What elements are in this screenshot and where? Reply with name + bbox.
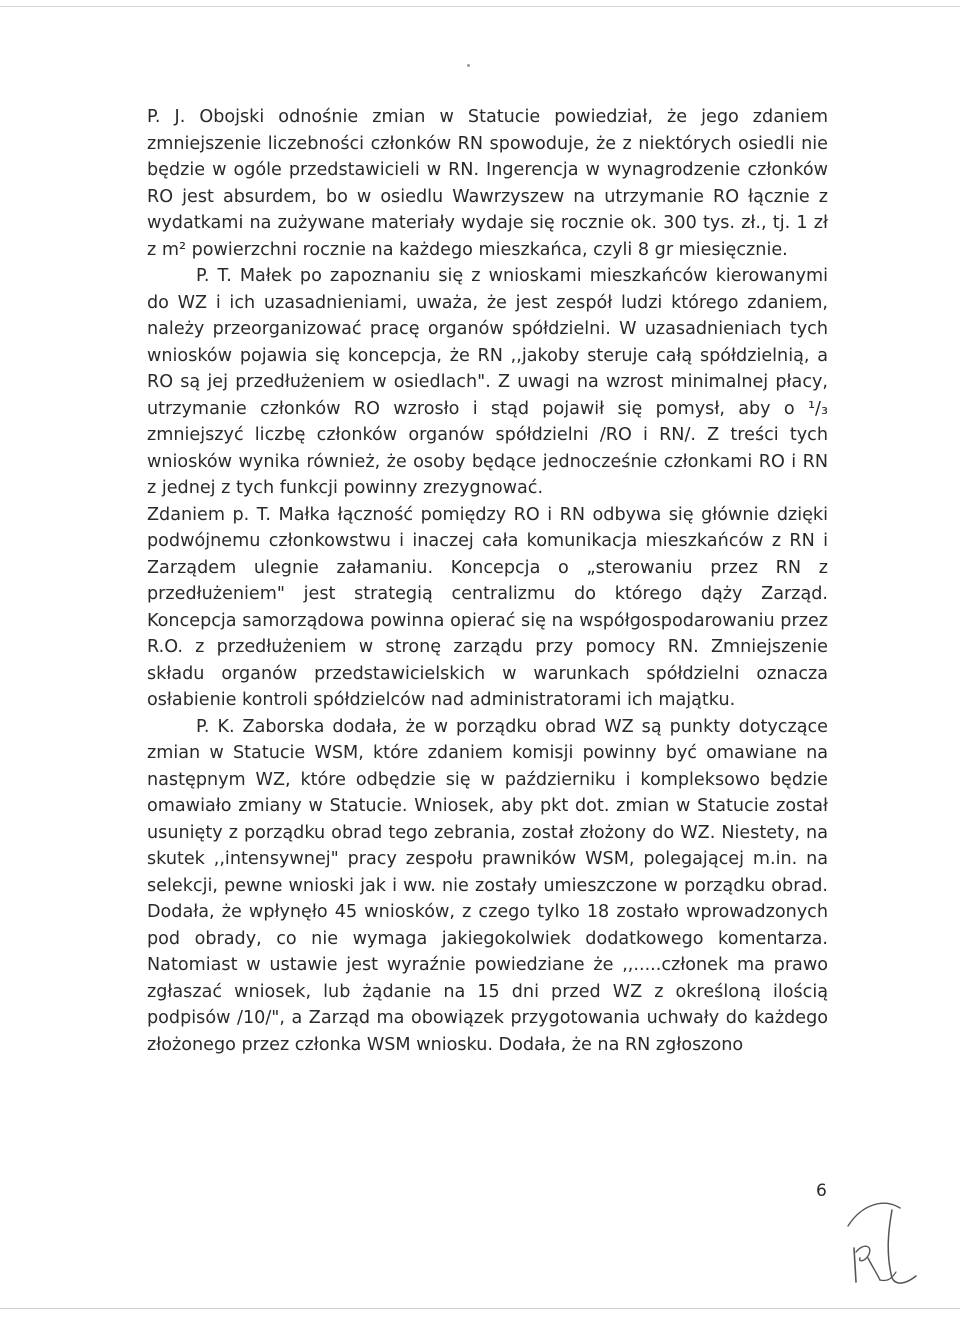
scan-bottom-edge	[0, 1308, 960, 1309]
document-body	[147, 104, 828, 1058]
line: dotyczące zmian w Statucie WSM, które zdaniem komisji powinny być	[147, 716, 828, 763]
page-number: 6	[816, 1181, 827, 1201]
line: /10/", a Zarząd ma obowiązek przygotowania uchwały do każdego	[237, 1008, 828, 1028]
line: się rocznie ok. 300 tys. zł., tj. 1 zł z m² powierzchni rocznie na każdego	[147, 213, 828, 260]
line: prawników WSM, polegającej m.in. na selekcji, pewne wnioski jak i ww.	[147, 849, 829, 896]
paragraph-zaborska	[147, 714, 828, 1059]
line: warunkach spółdzielni oznacza osłabienie kontroli spółdzielców nad	[147, 663, 829, 710]
line: złożonego przez członka WSM wniosku. Dodała, że na RN zgłoszono	[147, 1034, 744, 1055]
line: P. K. Zaborska dodała, że w porządku obrad WZ są punkty	[196, 716, 731, 737]
line: administratorami ich majątku.	[469, 690, 736, 710]
line: którego zdaniem, należy przeorganizować pracę organów spółdzielni. W	[147, 292, 829, 339]
line: omawiane na następnym WZ, które odbędzie się w październiku i	[147, 743, 829, 790]
line: „sterowaniu przez RN z przedłużeniem" jest strategią centralizmu do	[147, 557, 828, 604]
line: Zdaniem p. T. Małka łączność pomiędzy RO i RN odbywa się głównie	[147, 504, 770, 525]
line: mieszkańca, czyli 8 gr miesięcznie.	[478, 239, 788, 260]
paragraph-malek	[147, 263, 828, 502]
paragraph-malek-opinion	[147, 502, 828, 714]
line: wynagrodzenie członków RO jest absurdem, bo w osiedlu Wawrzyszew	[147, 160, 829, 207]
line: zrezygnować.	[422, 478, 544, 498]
scan-speck	[467, 64, 470, 67]
line: dot. zmian w Statucie został usunięty z porządku obrad tego zebrania,	[147, 796, 828, 843]
line: uzasadnieniach tych wniosków pojawia się koncepcja, że RN ,,jakoby	[147, 319, 828, 366]
scan-top-edge	[0, 6, 960, 7]
line: steruje całą spółdzielnią, a RO są jej przedłużeniem w osiedlach".	[147, 345, 829, 392]
line: będące jednocześnie członkami RO i RN z jednej z tych funkcji powinny	[147, 451, 828, 498]
line: wniosek, lub żądanie na 15 dni przed WZ z określoną ilością podpisów	[147, 981, 829, 1028]
handwritten-signature	[840, 1196, 940, 1292]
line: zmniejszenie liczebności członków RN spowoduje, że z niektórych	[147, 133, 732, 154]
line: kierowanymi do WZ i ich uzasadnieniami, uważa, że jest zespół ludzi	[147, 266, 829, 313]
line: mieszkańców z RN i Zarządem ulegnie załamaniu. Koncepcja o	[147, 531, 829, 578]
line: wymaga jakiegokolwiek dodatkowego komentarza. Natomiast w	[147, 928, 828, 975]
line: ustawie jest wyraźnie powiedziane że ,,.....członek ma prawo zgłaszać	[147, 955, 828, 1002]
line: którego dąży Zarząd. Koncepcja samorządowa powinna opierać się na	[147, 584, 828, 631]
line: wniosków, z czego tylko 18 zostało wprowadzonych pod obrady, co nie	[147, 902, 828, 949]
line: nie zostały umieszczone w porządku obrad. Dodała, że wpłynęło 45	[147, 875, 828, 922]
line: współgospodarowaniu przez R.O. z przedłużeniem w stronę zarządu	[147, 610, 828, 657]
line: osiedli nie będzie w ogóle przedstawicieli w RN. Ingerencja w	[147, 133, 828, 180]
line: stąd pojawił się pomysł, aby o ¹/₃ zmniejszyć liczbę członków organów	[147, 398, 829, 445]
line: Z uwagi na wzrost minimalnej płacy, utrzymanie członków RO wzrosło i	[147, 372, 829, 419]
line: przy pomocy RN. Zmniejszenie składu organów przedstawicielskich w	[147, 637, 828, 684]
line: kompleksowo będzie omawiało zmiany w Statucie. Wniosek, aby pkt	[147, 769, 828, 816]
line: na utrzymanie RO łącznie z wydatkami na zużywane materiały wydaje	[147, 186, 829, 233]
line: dzięki podwójnemu członkowstwu i inaczej cała komunikacja	[147, 504, 829, 551]
line: został złożony do WZ. Niestety, na skutek ,,intensywnej" pracy zespołu	[147, 822, 828, 869]
line: P. J. Obojski odnośnie zmian w Statucie powiedział, że jego zdaniem	[147, 107, 828, 127]
line: P. T. Małek po zapoznaniu się z wnioskami mieszkańców	[196, 266, 708, 286]
line: spółdzielni /RO i RN/. Z treści tych wniosków wynika również, że osoby	[147, 425, 828, 472]
paragraph-obojski	[147, 104, 828, 263]
